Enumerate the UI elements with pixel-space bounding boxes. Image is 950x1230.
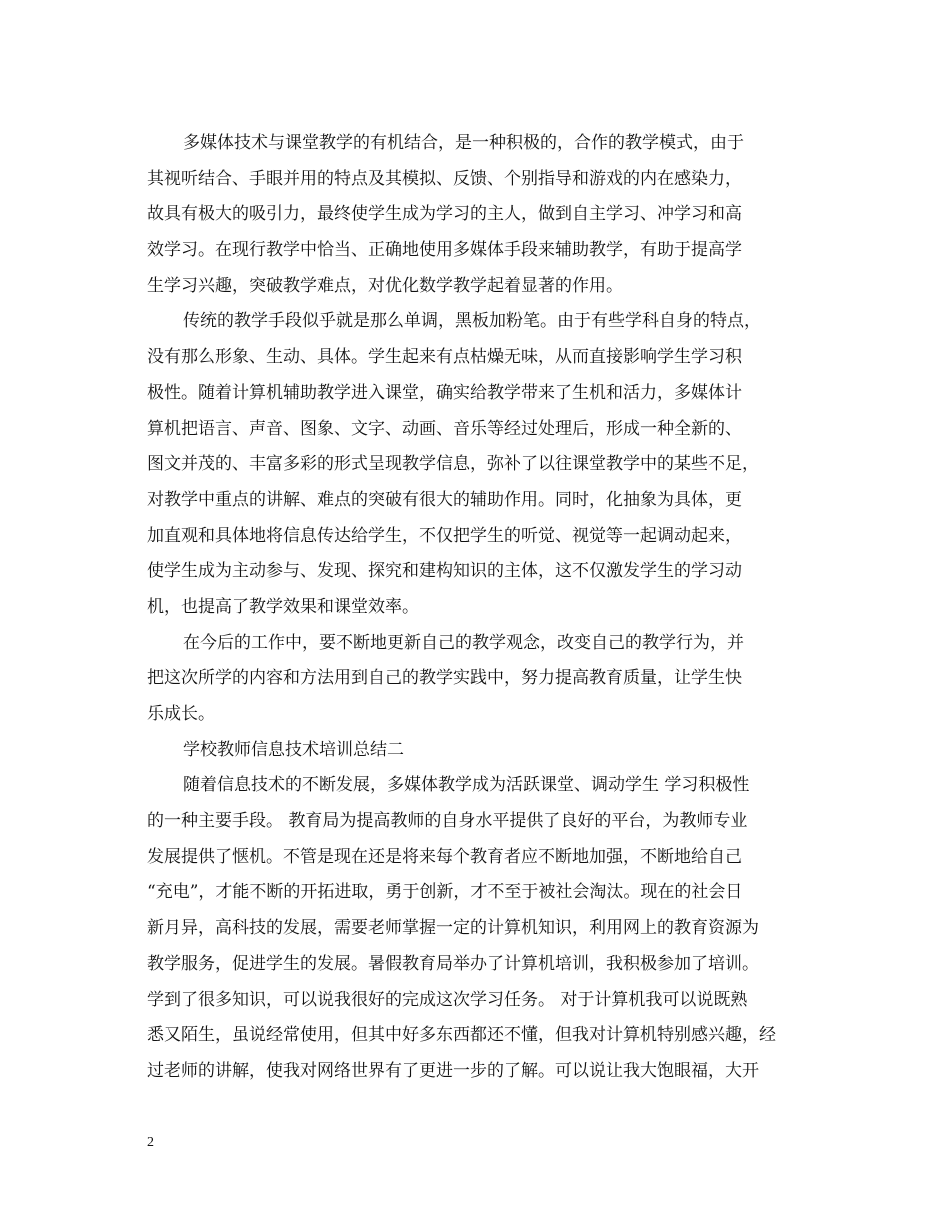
paragraph-2-line-9: 机，也提高了教学效果和课堂效率。 [147,596,419,617]
paragraph-3-line-1: 在今后的工作中，要不断地更新自己的教学观念，改变自己的教学行为，并 [183,632,744,653]
paragraph-5-line-2: 的一种主要手段。 教育局为提高教师的自身水平提供了良好的平台，为教师专业 [147,811,748,832]
paragraph-2-line-7: 加直观和具体地将信息传达给学生，不仅把学生的听觉、视觉等一起调动起来， [147,525,742,546]
paragraph-2-line-1: 传统的教学手段似乎就是那么单调，黑板加粉笔。由于有些学科自身的特点， [183,311,761,332]
section-heading: 学校教师信息技术培训总结二 [183,739,404,760]
paragraph-2-line-4: 算机把语言、声音、图象、文字、动画、音乐等经过处理后，形成一种全新的、 [147,418,742,439]
page-number: 2 [147,1135,154,1150]
paragraph-5-line-6: 教学服务，促进学生的发展。暑假教育局举办了计算机培训，我积极参加了培训。 [147,953,759,974]
paragraph-3-line-2: 把这次所学的内容和方法用到自己的教学实践中，努力提高教育质量，让学生快 [147,668,742,689]
paragraph-2-line-3: 极性。随着计算机辅助教学进入课堂，确实给教学带来了生机和活力，多媒体计 [147,382,742,403]
paragraph-1-line-4: 效学习。在现行教学中恰当、正确地使用多媒体手段来辅助教学，有助于提高学 [147,240,742,261]
paragraph-1-line-5: 生学习兴趣，突破教学难点，对优化数学教学起着显著的作用。 [147,275,623,296]
paragraph-2-line-2: 没有那么形象、生动、具体。学生起来有点枯燥无味，从而直接影响学生学习积 [147,347,742,368]
paragraph-5-line-5: 新月异，高科技的发展，需要老师掌握一定的计算机知识，利用网上的教育资源为 [147,918,759,939]
paragraph-1-line-2: 其视听结合、手眼并用的特点及其模拟、反馈、个别指导和游戏的内在感染力， [147,168,742,189]
paragraph-5-line-4: “充电”，才能不断的开拓进取，勇于创新，才不至于被社会淘汰。现在的社会日 [147,882,743,903]
paragraph-5-line-3: 发展提供了惬机。不管是现在还是将来每个教育者应不断地加强，不断地给自己 [147,846,742,867]
paragraph-2-line-8: 使学生成为主动参与、发现、探究和建构知识的主体，这不仅激发学生的学习动 [147,561,742,582]
document-body [147,126,807,1090]
paragraph-1-line-3: 故具有极大的吸引力，最终使学生成为学习的主人，做到自主学习、冲学习和高 [147,204,742,225]
paragraph-5-line-7: 学到了很多知识，可以说我很好的完成这次学习任务。 对于计算机我可以说既熟 [147,989,748,1010]
paragraph-5-line-9: 过老师的讲解，使我对网络世界有了更进一步的了解。可以说让我大饱眼福，大开 [147,1060,759,1081]
paragraph-5-line-8: 悉又陌生，虽说经常使用，但其中好多东西都还不懂，但我对计算机特别感兴趣，经 [147,1025,776,1046]
paragraph-5-line-1: 随着信息技术的不断发展，多媒体教学成为活跃课堂、调动学生 学习积极性 [183,775,750,796]
paragraph-1-line-1: 多媒体技术与课堂教学的有机结合，是一种积极的，合作的教学模式，由于 [183,133,744,153]
paragraph-2-line-6: 对教学中重点的讲解、难点的突破有很大的辅助作用。同时，化抽象为具体，更 [147,489,742,510]
paragraph-3-line-3: 乐成长。 [147,704,215,724]
paragraph-2-line-5: 图文并茂的、丰富多彩的形式呈现教学信息，弥补了以往课堂教学中的某些不足， [147,454,759,475]
